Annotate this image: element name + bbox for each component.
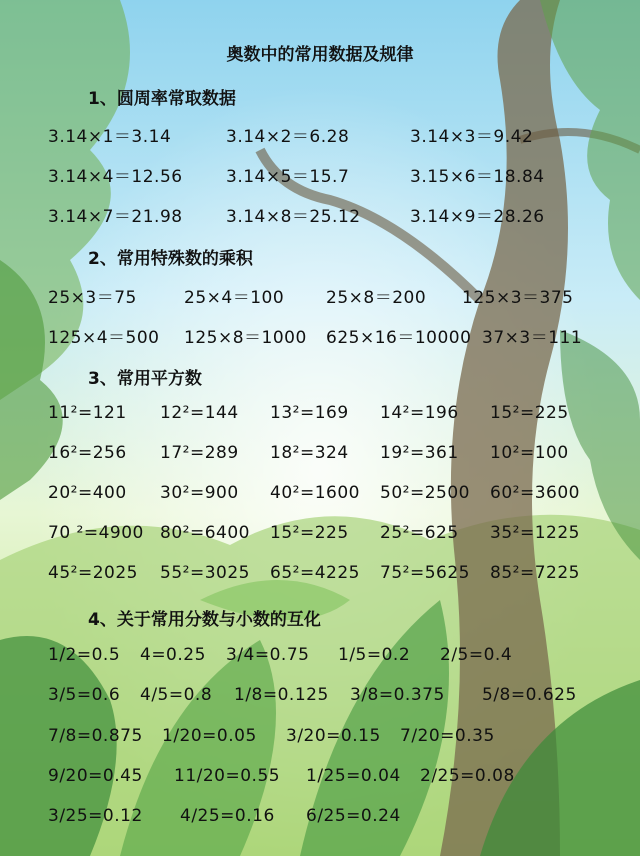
formula-item: 3/8=0.375	[350, 685, 445, 705]
formula-item: 3/5=0.6	[48, 685, 121, 705]
formula-item: 16²=256	[48, 443, 127, 463]
formula-item: 15²=225	[490, 403, 569, 423]
formula-item: 125×4＝500	[48, 328, 160, 348]
formula-item: 3.14×7＝21.98	[48, 207, 183, 227]
formula-item: 1/25=0.04	[306, 766, 401, 786]
section-heading-products: 2、常用特殊数的乘积	[88, 249, 253, 269]
fractions-row-3	[0, 726, 640, 752]
pi-row-2	[0, 162, 640, 188]
formula-item: 30²=900	[160, 483, 239, 503]
fractions-row-1	[0, 645, 640, 671]
formula-item: 3.14×9＝28.26	[410, 207, 545, 227]
formula-item: 1/20=0.05	[162, 726, 257, 746]
squares-row-3	[0, 483, 640, 509]
formula-item: 40²=1600	[270, 483, 360, 503]
formula-item: 11²=121	[48, 403, 127, 423]
products-row-2	[0, 323, 640, 349]
formula-item: 15²=225	[270, 523, 349, 543]
formula-item: 1/8=0.125	[234, 685, 329, 705]
formula-item: 50²=2500	[380, 483, 470, 503]
formula-item: 55²=3025	[160, 563, 250, 583]
squares-row-4	[0, 523, 640, 549]
fractions-row-5	[0, 806, 640, 832]
formula-item: 5/8=0.625	[482, 685, 577, 705]
formula-item: 60²=3600	[490, 483, 580, 503]
products-row-1	[0, 283, 640, 309]
formula-item: 2/5=0.4	[440, 645, 513, 665]
formula-item: 85²=7225	[490, 563, 580, 583]
formula-item: 3/25=0.12	[48, 806, 143, 826]
squares-row-5	[0, 563, 640, 589]
formula-item: 25×8＝200	[326, 288, 427, 308]
formula-item: 13²=169	[270, 403, 349, 423]
formula-item: 7/8=0.875	[48, 726, 143, 746]
formula-item: 35²=1225	[490, 523, 580, 543]
fractions-row-4	[0, 766, 640, 792]
formula-item: 9/20=0.45	[48, 766, 143, 786]
formula-item: 3.14×3＝9.42	[410, 127, 534, 147]
section-heading-pi: 1、圆周率常取数据	[88, 89, 236, 109]
formula-item: 3.14×8＝25.12	[226, 207, 361, 227]
formula-item: 25×3＝75	[48, 288, 137, 308]
formula-item: 3/20=0.15	[286, 726, 381, 746]
formula-item: 1/5=0.2	[338, 645, 411, 665]
formula-item: 25×4＝100	[184, 288, 285, 308]
formula-item: 4/5=0.8	[140, 685, 213, 705]
formula-item: 75²=5625	[380, 563, 470, 583]
squares-row-1	[0, 403, 640, 429]
formula-item: 1/2=0.5	[48, 645, 121, 665]
page-title: 奥数中的常用数据及规律	[226, 45, 414, 65]
formula-item: 4=0.25	[140, 645, 206, 665]
formula-item: 3.14×5＝15.7	[226, 167, 350, 187]
formula-item: 10²=100	[490, 443, 569, 463]
formula-item: 20²=400	[48, 483, 127, 503]
squares-row-2	[0, 443, 640, 469]
formula-item: 14²=196	[380, 403, 459, 423]
formula-item: 3.14×2＝6.28	[226, 127, 350, 147]
formula-item: 3.15×6＝18.84	[410, 167, 545, 187]
formula-item: 18²=324	[270, 443, 349, 463]
formula-item: 3.14×1＝3.14	[48, 127, 172, 147]
formula-item: 37×3＝111	[482, 328, 583, 348]
formula-item: 19²=361	[380, 443, 459, 463]
formula-item: 7/20=0.35	[400, 726, 495, 746]
formula-item: 125×3＝375	[462, 288, 574, 308]
section-heading-squares: 3、常用平方数	[88, 369, 202, 389]
pi-row-3	[0, 202, 640, 228]
formula-item: 17²=289	[160, 443, 239, 463]
formula-item: 25²=625	[380, 523, 459, 543]
pi-row-1	[0, 122, 640, 148]
formula-item: 80²=6400	[160, 523, 250, 543]
formula-item: 6/25=0.24	[306, 806, 401, 826]
formula-item: 625×16＝10000	[326, 328, 472, 348]
formula-item: 45²=2025	[48, 563, 138, 583]
formula-item: 11/20=0.55	[174, 766, 281, 786]
formula-item: 125×8＝1000	[184, 328, 307, 348]
formula-item: 4/25=0.16	[180, 806, 275, 826]
formula-item: 3/4=0.75	[226, 645, 310, 665]
formula-item: 2/25=0.08	[420, 766, 515, 786]
formula-item: 70 ²=4900	[48, 523, 144, 543]
formula-item: 65²=4225	[270, 563, 360, 583]
fractions-row-2	[0, 685, 640, 711]
section-heading-fractions: 4、关于常用分数与小数的互化	[88, 610, 321, 630]
formula-item: 12²=144	[160, 403, 239, 423]
formula-item: 3.14×4＝12.56	[48, 167, 183, 187]
